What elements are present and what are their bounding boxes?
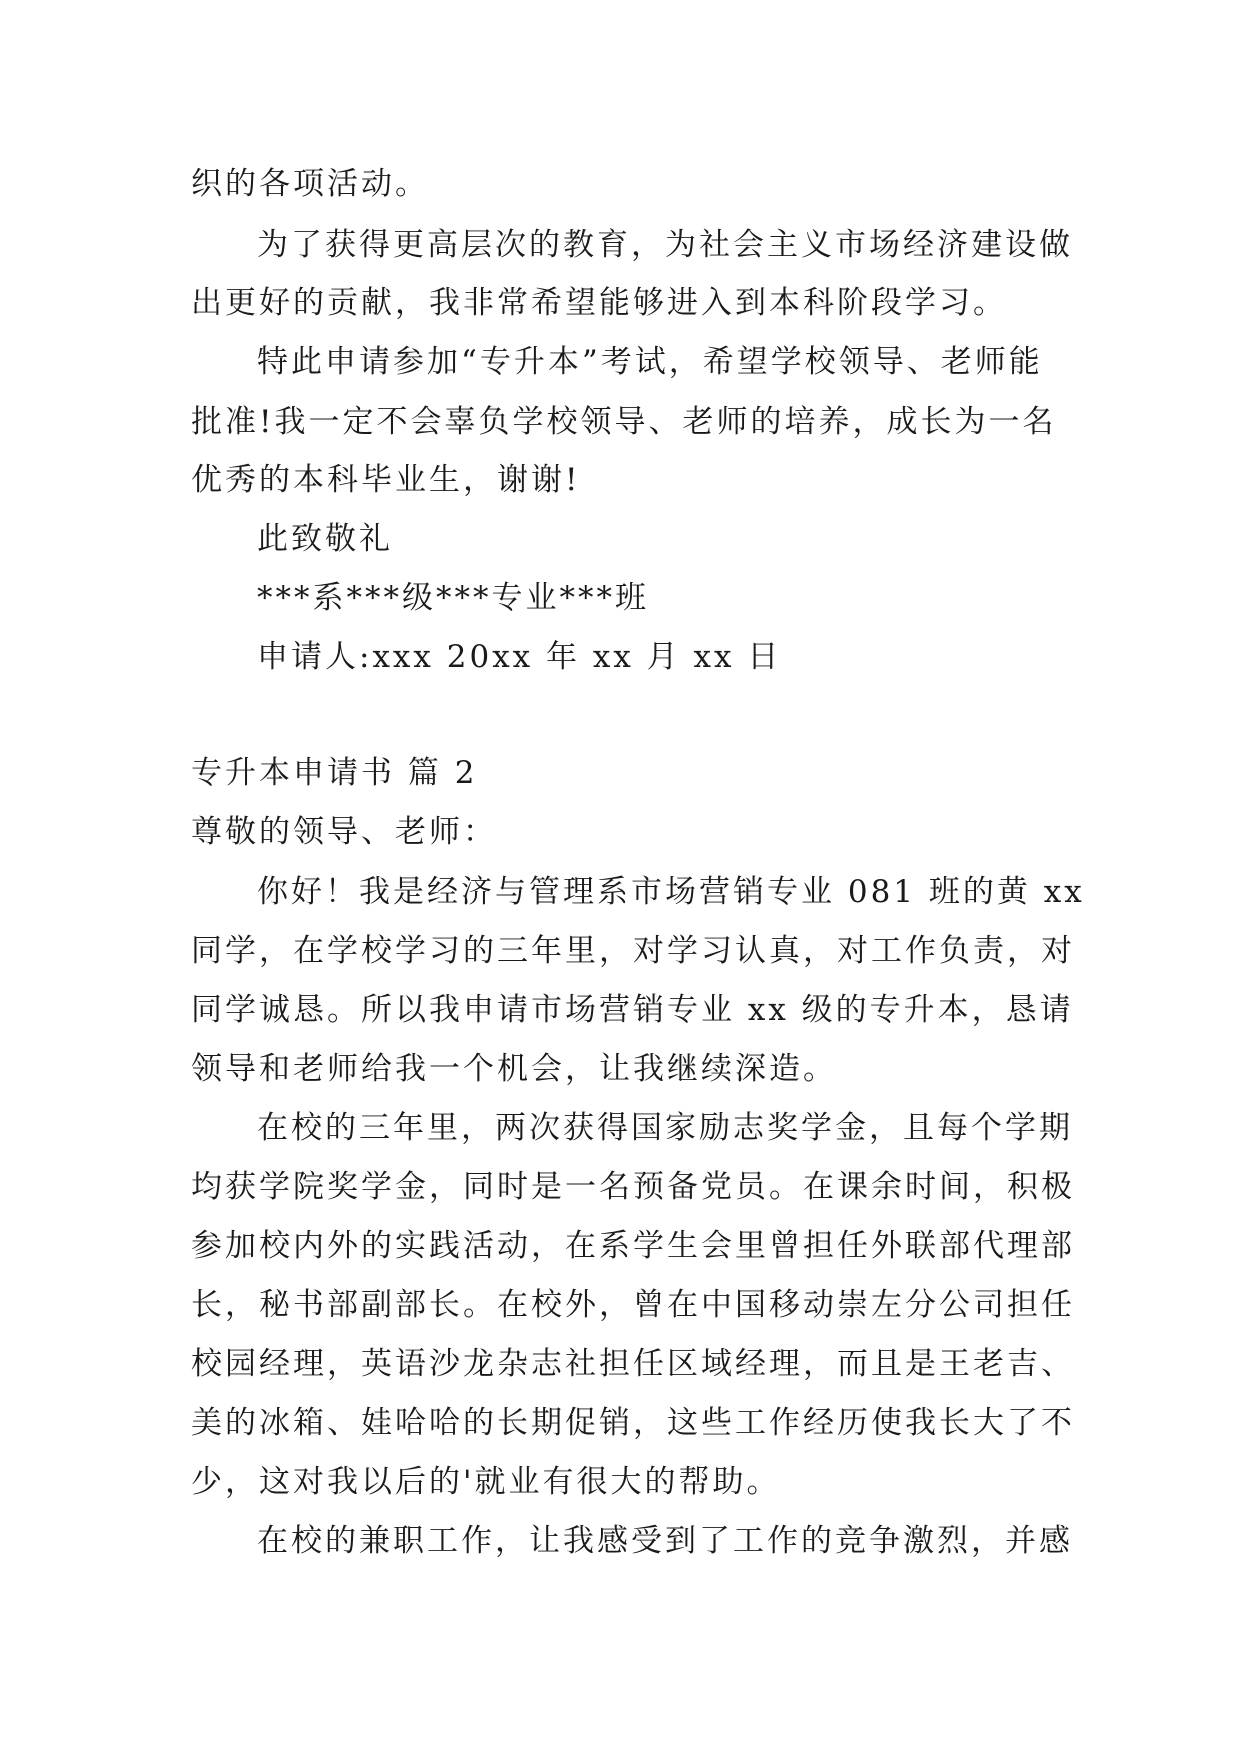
signature-date: 申请人:xxx 20xx 年 xx 月 xx 日: [257, 639, 782, 675]
text-line: 批准!我一定不会辜负学校领导、老师的培养，成长为一名: [191, 404, 1057, 440]
closing-salutation: 此致敬礼: [257, 521, 393, 557]
text-line: 特此申请参加“专升本”考试，希望学校领导、老师能: [257, 344, 1043, 380]
text-line: 领导和老师给我一个机会，让我继续深造。: [191, 1051, 837, 1087]
section-title: 专升本申请书 篇 2: [191, 755, 478, 791]
text-line: 为了获得更高层次的教育，为社会主义市场经济建设做: [257, 227, 1073, 263]
text-line: 校园经理，英语沙龙杂志社担任区域经理，而且是王老吉、: [191, 1346, 1075, 1382]
text-line: 少，这对我以后的'就业有很大的帮助。: [191, 1464, 781, 1500]
text-line: 织的各项活动。: [191, 166, 429, 202]
text-line: 优秀的本科毕业生，谢谢!: [191, 462, 581, 498]
text-line: 参加校内外的实践活动，在系学生会里曾担任外联部代理部: [191, 1228, 1075, 1264]
class-info: ***系***级***专业***班: [257, 580, 649, 616]
text-line: 均获学院奖学金，同时是一名预备党员。在课余时间，积极: [191, 1169, 1075, 1205]
text-line: 长，秘书部副部长。在校外，曾在中国移动崇左分公司担任: [191, 1287, 1075, 1323]
text-line: 同学诚恳。所以我申请市场营销专业 xx 级的专升本，恳请: [191, 992, 1074, 1028]
text-line: 同学，在学校学习的三年里，对学习认真，对工作负责，对: [191, 933, 1075, 969]
text-line: 你好！我是经济与管理系市场营销专业 081 班的黄 xx: [257, 874, 1085, 910]
text-line: 出更好的贡献，我非常希望能够进入到本科阶段学习。: [191, 285, 1007, 321]
greeting: 尊敬的领导、老师：: [191, 814, 497, 850]
text-line: 美的冰箱、娃哈哈的长期促销，这些工作经历使我长大了不: [191, 1405, 1075, 1441]
text-line: 在校的兼职工作，让我感受到了工作的竞争激烈，并感: [257, 1523, 1073, 1559]
text-line: 在校的三年里，两次获得国家励志奖学金，且每个学期: [257, 1110, 1073, 1146]
